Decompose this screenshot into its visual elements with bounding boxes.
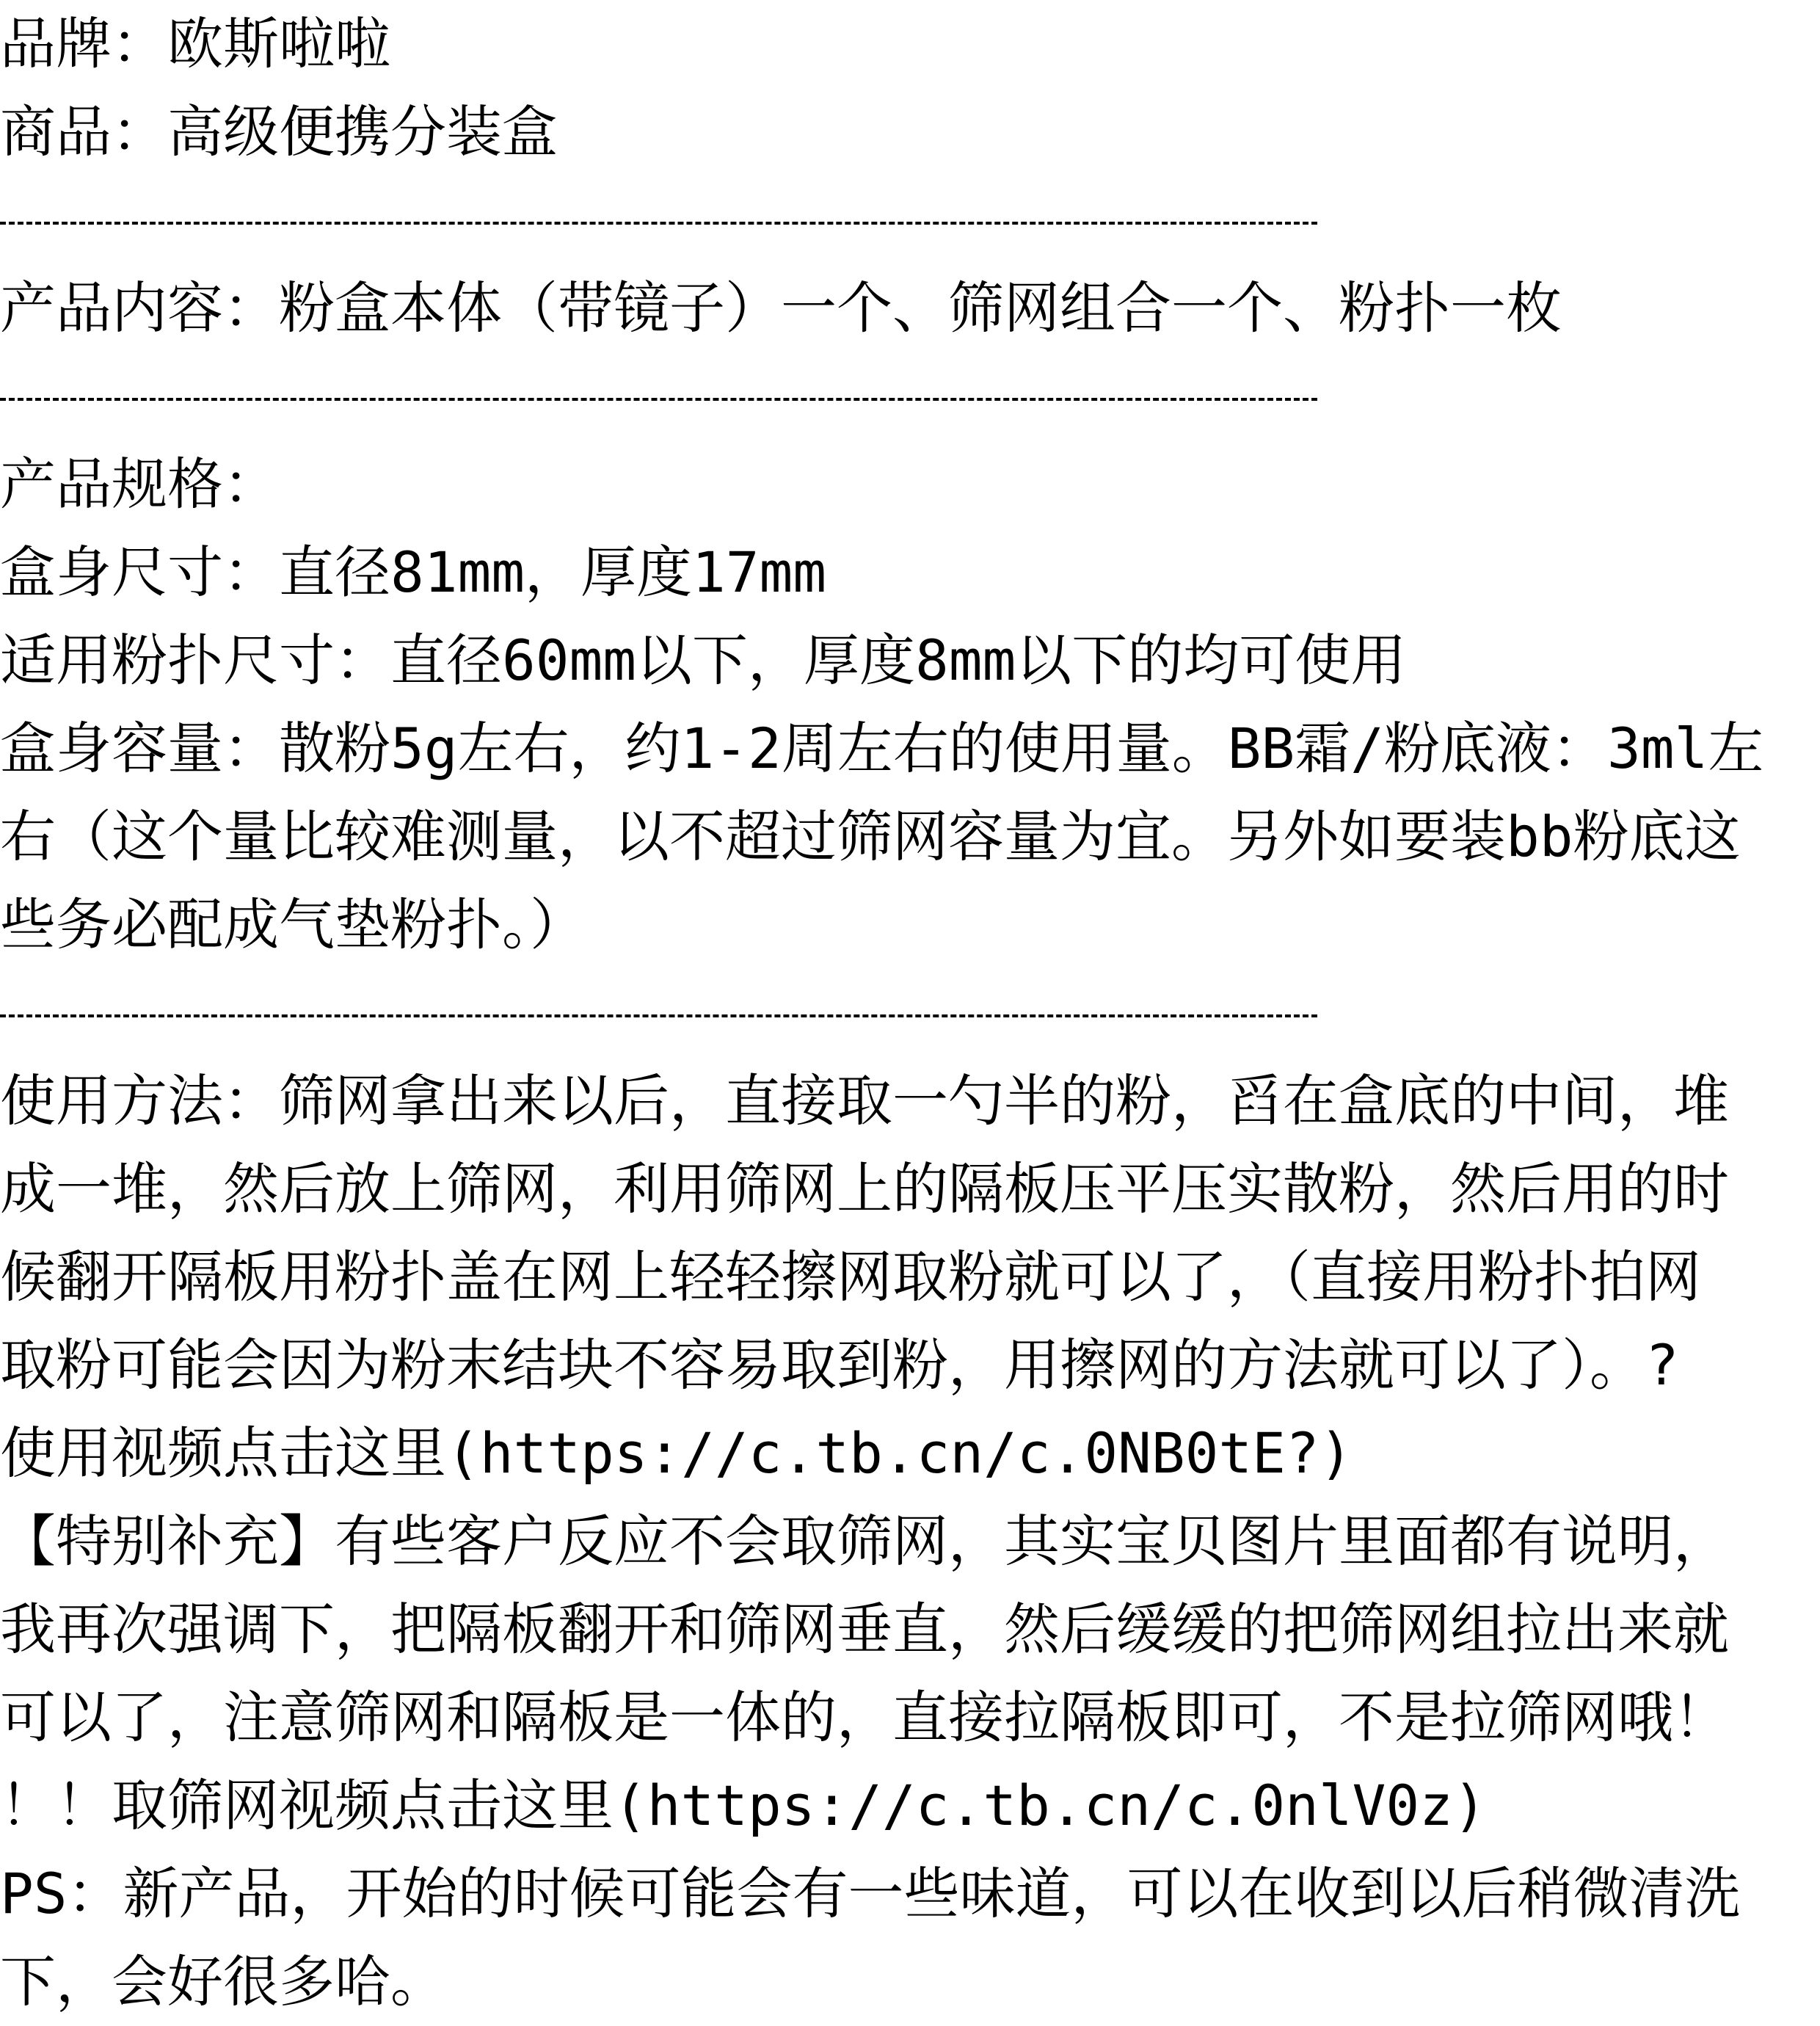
usage-video-link-line: 使用视频点击这里(https://c.tb.cn/c.0NB0tE?) [0,1420,1353,1486]
spec-line: 盒身尺寸：直径81mm，厚度17mm [0,540,827,605]
dashed-divider [0,176,1820,264]
spec-line: 盒身容量：散粉5g左右，约1-2周左右的使用量。BB霜/粉底液：3ml左 [0,716,1764,781]
dashed-divider [0,352,1820,440]
spec-line: 右（这个量比较难测量，以不超过筛网容量为宜。另外如要装bb粉底这 [0,804,1741,869]
sieve-video-link-line: ！！取筛网视频点击这里(https://c.tb.cn/c.0nlV0z) [0,1773,1487,1838]
product-contents-line: 产品内容：粉盒本体（带镜子）一个、筛网组合一个、粉扑一枚 [0,275,1562,341]
specs-title: 产品规格： [0,451,279,517]
dashed-divider [0,969,1820,1057]
usage-line: 使用方法：筛网拿出来以后，直接取一勺半的粉，舀在盒底的中间，堆 [0,1068,1729,1133]
usage-line: 成一堆，然后放上筛网，利用筛网上的隔板压平压实散粉，然后用的时 [0,1156,1729,1221]
usage-line: 我再次强调下，把隔板翻开和筛网垂直，然后缓缓的把筛网组拉出来就 [0,1597,1729,1662]
usage-line: 候翻开隔板用粉扑盖在网上轻轻擦网取粉就可以了，（直接用粉扑拍网 [0,1244,1701,1310]
spec-line: 些务必配成气垫粉扑。） [0,892,586,957]
usage-line: 取粉可能会因为粉末结块不容易取到粉，用擦网的方法就可以了）。? [0,1332,1679,1398]
ps-line: PS：新产品，开始的时候可能会有一些味道，可以在收到以后稍微清洗 [0,1861,1741,1926]
product-name-line: 商品：高级便携分装盒 [0,99,558,164]
ps-line: 下，会好很多哈。 [0,1949,446,2014]
spec-line: 适用粉扑尺寸：直径60mm以下，厚度8mm以下的均可使用 [0,628,1407,693]
usage-line: 可以了，注意筛网和隔板是一体的，直接拉隔板即可，不是拉筛网哦！ [0,1685,1729,1750]
usage-line: 【特别补充】有些客户反应不会取筛网，其实宝贝图片里面都有说明， [0,1508,1729,1574]
brand-line: 品牌：欧斯啦啦 [0,11,390,76]
